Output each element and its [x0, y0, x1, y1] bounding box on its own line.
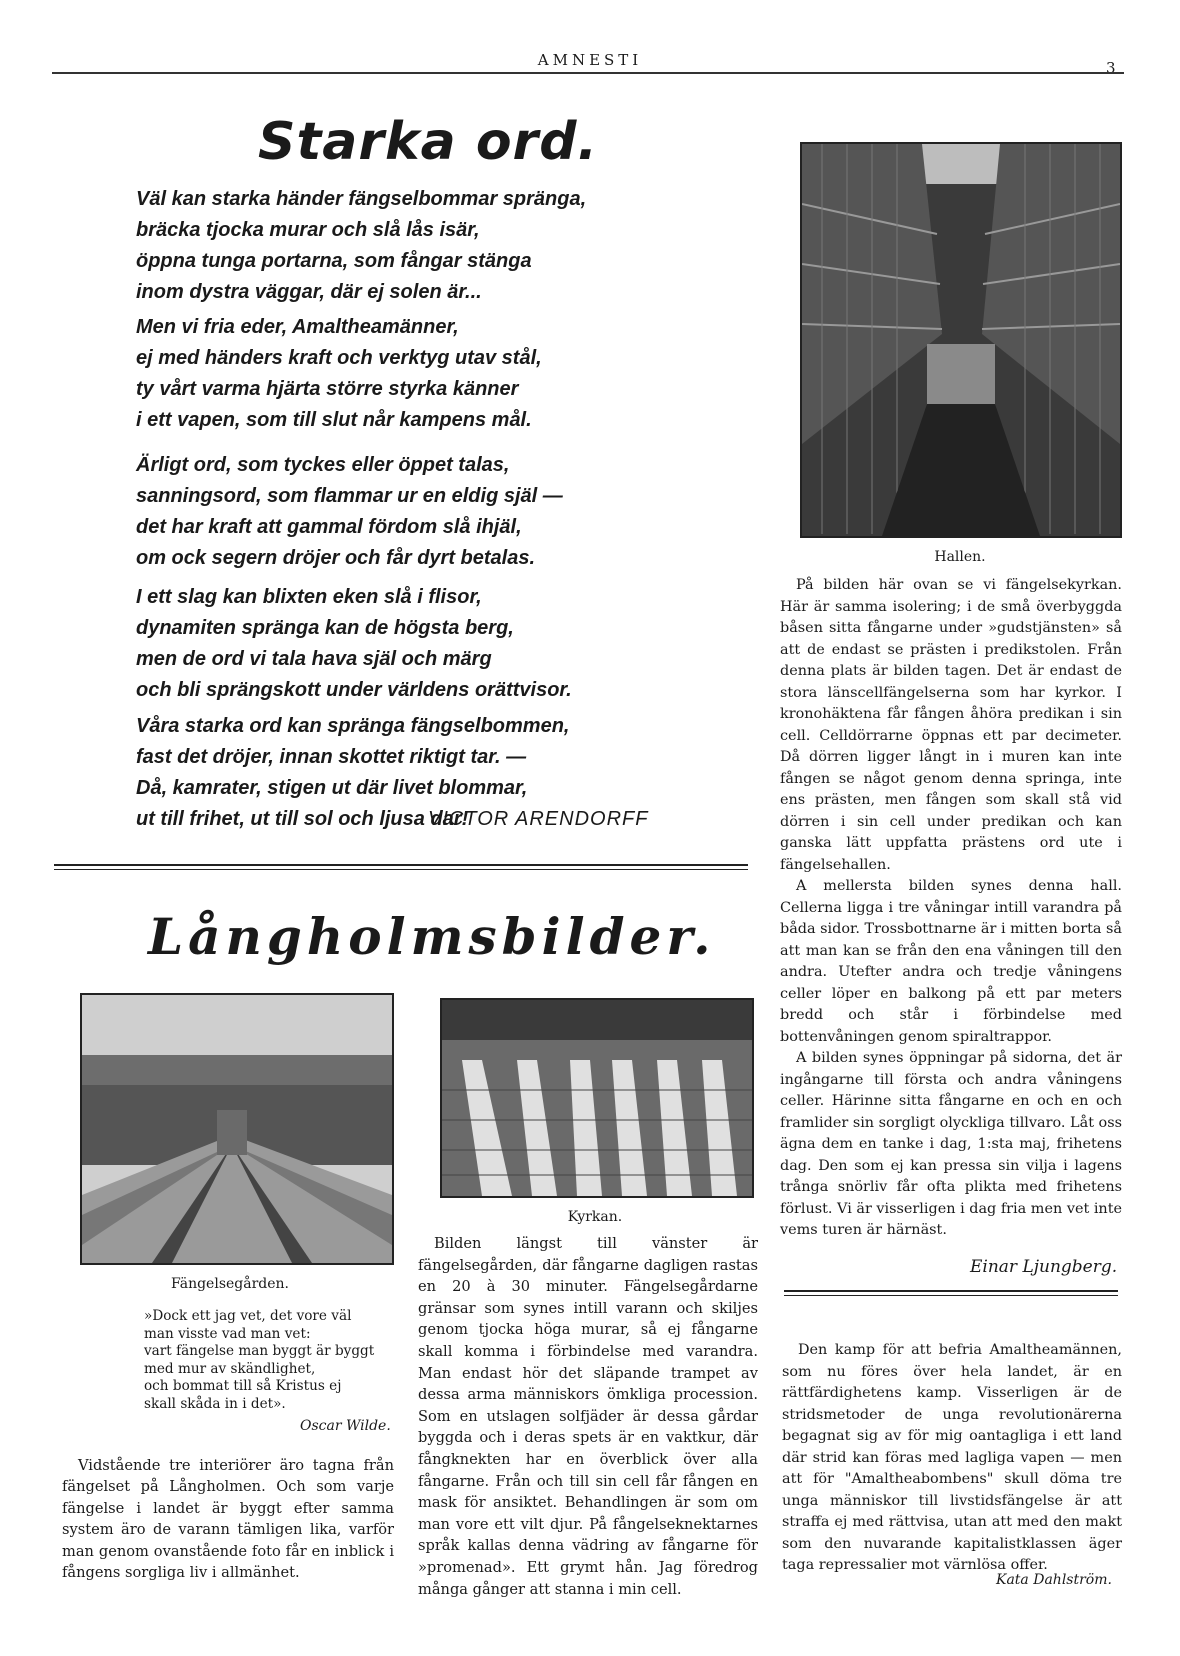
ljungberg-signature: Einar Ljungberg. [970, 1257, 1118, 1277]
middle-column-text [418, 1233, 758, 1600]
poem-line: Våra starka ord kan spränga fängselbommen, [136, 715, 570, 737]
poem-line: i ett vapen, som till slut når kampens mål. [136, 409, 532, 431]
paragraph: A bilden synes öppningar på sidorna, det är ingångarne till första och andra våningens celler. Härinne sitta fångarne en och en och framlider sin sorgligt olyckliga tillvaro. Låt oss ägna dem en tanke i dag, 1:sta maj, frihetens dag. Den som ej kan pressa sin vilja i lagens trånga snörliv får ofta plikta med frihetens förlust. Vi är visserligen i dag fria men vet inte vems turen är härnäst. [780, 1050, 1122, 1238]
poem-line: bräcka tjocka murar och slå lås isär, [136, 219, 480, 241]
poem-line: och bli sprängskott under världens orättvisor. [136, 679, 572, 701]
yard-photo [80, 993, 394, 1265]
quote-line: skall skåda in i det». [144, 1395, 286, 1412]
poem-line: Då, kamrater, stigen ut där livet blommar, [136, 777, 528, 799]
poem-stanza-4 [136, 582, 696, 706]
quote-line: med mur av skändlighet, [144, 1360, 316, 1377]
poem-stanza-3 [136, 450, 696, 574]
poem-line: ut till frihet, ut till sol och ljusa dar! [136, 808, 469, 830]
poem-line: inom dystra väggar, där ej solen är... [136, 281, 482, 303]
page-number: 3 [1106, 59, 1116, 77]
hall-photo-image [802, 144, 1120, 536]
church-caption: Kyrkan. [567, 1209, 623, 1225]
paragraph: Vidstående tre interiörer äro tagna från fängelset på Långholmen. Och som varje fängelse i landet är byggt efter samma system äro de varann tämligen lika, varför man genom ovanstående foto får en inblick i fångens sorgliga liv i allmänhet. [62, 1457, 394, 1582]
poem-line: I ett slag kan blixten eken slå i flisor, [136, 586, 482, 608]
poem-line: Väl kan starka händer fängselbommar spränga, [136, 188, 587, 210]
church-photo-image [442, 1000, 752, 1196]
kamp-text [782, 1340, 1122, 1577]
poem-title: Starka ord. [258, 112, 599, 172]
poem-line: ty vårt varma hjärta större styrka känner [136, 378, 519, 400]
paragraph: På bilden här ovan se vi fängelsekyrkan. Här är samma isolering; i de små överbyggda båsen sitta fångarne under »gudstjänsten» så att de endast se prästen i predikstolen. Från denna plats är bilden tagen. Det är endast de stora länscellfängelserna som har kyrkor. I kronohäktena får fången åhöra predikan i sin cell. Celldörrarne öppnas ett par decimeter. Då dörren ligger långt in i muren kan inte fången se något genom denna springa, inte ens prästen, men fången som skall stå vid dörren i sin cell under predikan och kan ganska lätt uppfatta prästens ord ute i fängelsehallen. [780, 577, 1122, 873]
paragraph: Bilden längst till vänster är fängelsegården, där fångarne dagligen rastas en 20 à 30 minuter. Fängelsegårdarne gränsar som synes intill varann och skiljes genom tjocka höga murar, så ej fångarne skall komma i förbindelse med varandra. Man endast hör det släpande trampet av dessa arma människors ömkliga procession. Som en utslagen solfjäder är dessa gårdar byggda och i deras spets är en vaktkur, där fångknekten har en överblick över alla fångarne. Från och till sin cell får fången en mask för ansiktet. Behandlingen är som om man vore ett vilt djur. På fångelseknektarnes språk kallas denna vädring av fångarne för »promenad». Ett grymt hån. Jag föredrog många gånger att stanna i min cell. [418, 1235, 758, 1598]
poem-line: sanningsord, som flammar ur en eldig själ — [136, 485, 563, 507]
wilde-author: Oscar Wilde. [300, 1418, 391, 1434]
poem-line: ej med händers kraft och verktyg utav stål, [136, 347, 542, 369]
poem-line: Men vi fria eder, Amaltheamänner, [136, 316, 459, 338]
quote-line: »Dock ett jag vet, det vore väl [144, 1308, 352, 1324]
hall-photo [800, 142, 1122, 538]
church-photo [440, 998, 754, 1198]
paragraph: Den kamp för att befria Amaltheamännen, som nu föres över hela landet, är en rättfärdighetens kamp. Visserligen är de stridsmetoder de unga revolutionärerna begagnat sig av för mig oantagliga i ett land där strid kan föras med lagliga vapen — men att för "Amaltheabombens" skull döma tre unga människor till livstidsfängelse är att straffa ej med rättvisa, utan att med den makt som den nuvarande kapitalistklassen äger taga repressalier mot värnlösa offer. [782, 1342, 1122, 1573]
right-column-text [780, 575, 1122, 1242]
poem-author: VICTOR ARENDORFF [428, 808, 649, 830]
yard-caption: Fängelsegården. [170, 1276, 290, 1292]
poem-stanza-2 [136, 312, 696, 436]
poem-line: Ärligt ord, som tyckes eller öppet talas, [136, 454, 510, 476]
quote-line: man visste vad man vet: [144, 1325, 311, 1342]
poem-line: men de ord vi tala hava själ och märg [136, 648, 492, 670]
masthead: AMNESTI [537, 51, 643, 69]
quote-line: vart fängelse man byggt är byggt [144, 1343, 375, 1360]
section-title: Långholmsbilder. [148, 907, 716, 966]
poem-line: fast det dröjer, innan skottet riktigt tar. — [136, 746, 527, 768]
section-rule-thin [54, 869, 748, 870]
left-column-text [62, 1455, 394, 1583]
dahlstrom-signature: Kata Dahlström. [996, 1572, 1112, 1588]
poem-line: om ock segern dröjer och får dyrt betalas. [136, 547, 536, 569]
column-rule [784, 1290, 1118, 1292]
yard-photo-image [82, 995, 392, 1263]
column-rule-thin [784, 1295, 1118, 1296]
poem-line: det har kraft att gammal fördom slå ihjäl, [136, 516, 522, 538]
quote-line: och bommat till så Kristus ej [144, 1378, 342, 1395]
poem-line: öppna tunga portarna, som fångar stänga [136, 250, 532, 272]
paragraph: A mellersta bilden synes denna hall. Cellerna ligga i tre våningar intill varandra på båda sidor. Trossbottnarne är i mitten borta så att man kan se från den ena våningen till den andra. Utefter andra och tredje våningens celler löper en balkong på ett par meters bredd och står i förbindelse med bottenvåningen genom spiraltrappor. [780, 878, 1122, 1045]
section-rule [54, 864, 748, 866]
poem-line: dynamiten spränga kan de högsta berg, [136, 617, 514, 639]
header-rule [52, 72, 1124, 74]
wilde-quote [144, 1308, 374, 1414]
hall-caption: Hallen. [934, 549, 986, 565]
poem-stanza-1 [136, 184, 696, 308]
